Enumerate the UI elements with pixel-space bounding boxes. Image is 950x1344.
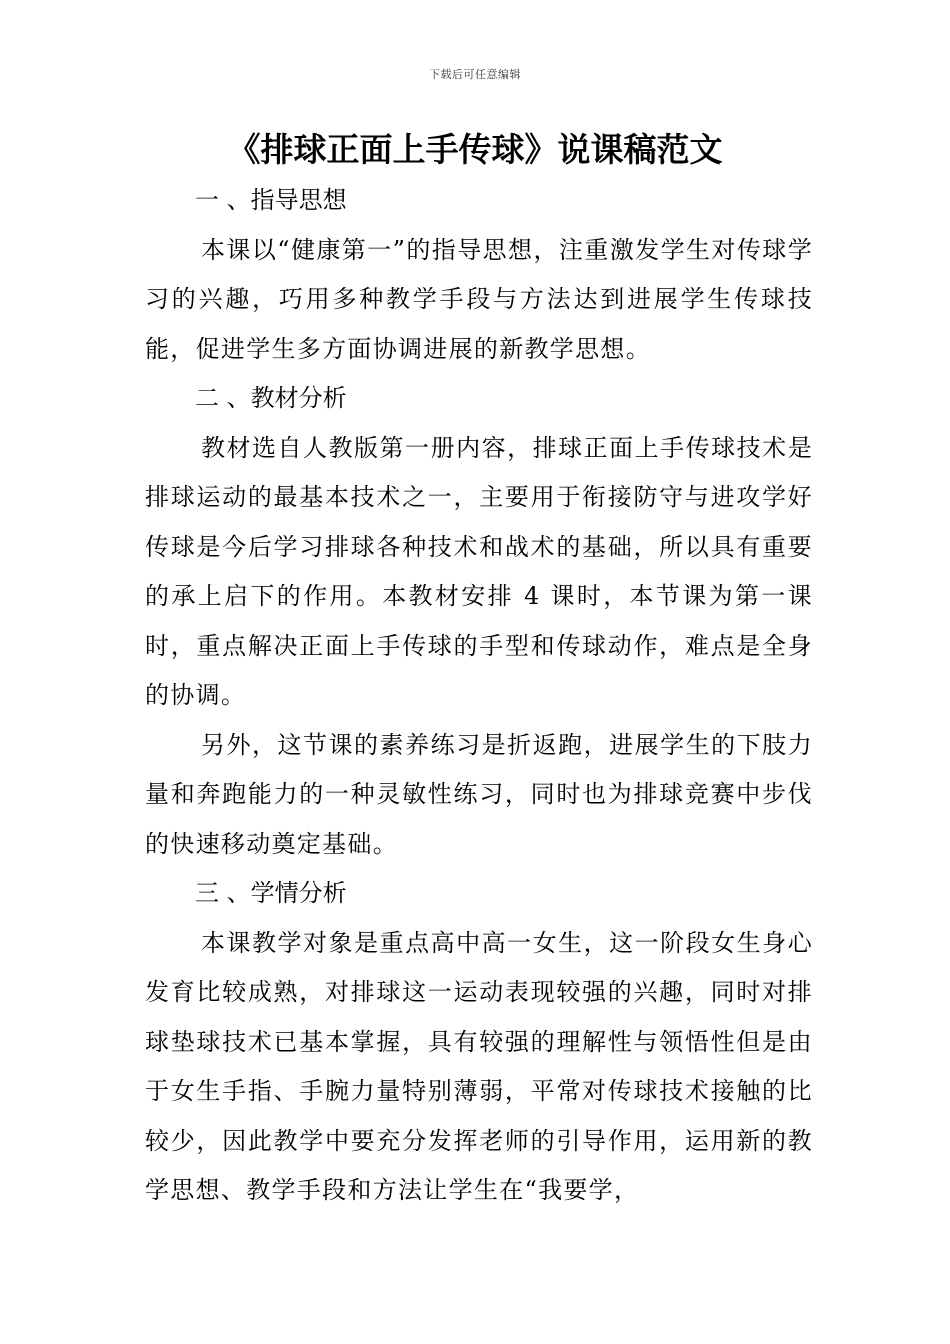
section-material-analysis	[145, 374, 813, 869]
section-heading: 三 、学情分析	[195, 879, 347, 907]
paragraph: 另外，这节课的素养练习是折返跑，进展学生的下肢力量和奔跑能力的一种灵敏性练习，同时也为排球竞赛中步伐的快速移动奠定基础。	[145, 730, 813, 858]
header-note: 下载后可任意编辑	[429, 68, 521, 81]
paragraph: 本课以“健康第一”的指导思想，注重激发学生对传球学习的兴趣，巧用多种教学手段与方法达到进展学生传球技能，促进学生多方面协调进展的新教学思想。	[145, 235, 813, 363]
section-guiding-thought	[145, 176, 813, 374]
section-learner-analysis	[145, 869, 813, 1216]
document-body	[145, 176, 813, 1216]
section-heading: 二 、教材分析	[195, 384, 347, 412]
paragraph: 教材选自人教版第一册内容，排球正面上手传球技术是排球运动的最基本技术之一，主要用于衔接防守与进攻学好传球是今后学习排球各种技术和战术的基础，所以具有重要的承上启下的作用。本教材安排 4 课时，本节课为第一课时，重点解决正面上手传球的手型和传球动作，难点是全身的协调。	[145, 433, 813, 709]
section-heading: 一 、指导思想	[195, 186, 347, 214]
paragraph: 本课教学对象是重点高中高一女生，这一阶段女生身心发育比较成熟，对排球这一运动表现较强的兴趣，同时对排球垫球技术已基本掌握，具有较强的理解性与领悟性但是由于女生手指、手腕力量特别薄弱，平常对传球技术接触的比较少，因此教学中要充分发挥老师的引导作用，运用新的教学思想、教学手段和方法让学生在“我要学，	[145, 928, 813, 1204]
page-title: 《排球正面上手传球》说课稿范文	[227, 130, 723, 169]
